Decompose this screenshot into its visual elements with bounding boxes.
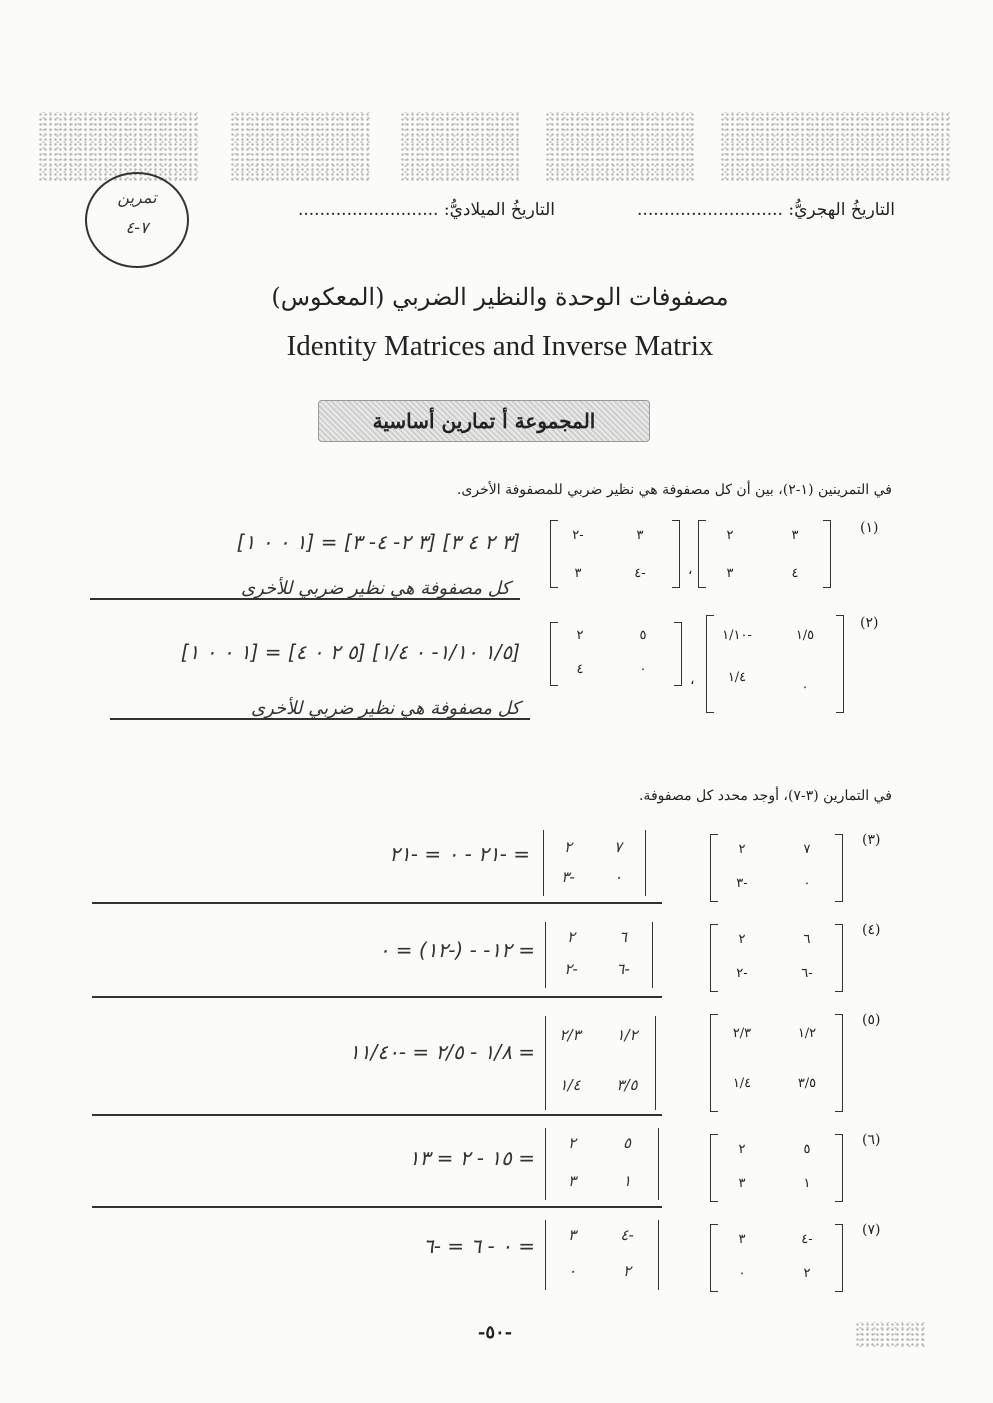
problem-number: (٤) (862, 922, 881, 938)
determinant-cell: ٠ (567, 1262, 577, 1280)
matrix-cell: ٠ (738, 1266, 746, 1281)
matrix-bracket (710, 1224, 718, 1292)
matrix-cell: ١/٤ (727, 670, 747, 685)
handwritten-work: = ٠ - ٦ = -٦ (422, 1234, 535, 1258)
matrix-bracket (698, 520, 706, 588)
page-number: -٥٠- (477, 1322, 513, 1343)
problem-number: (٧) (862, 1222, 881, 1238)
matrix-bracket (550, 520, 558, 588)
determinant-cell: ٢ (566, 928, 576, 946)
determinant-cell: ٢ (567, 1134, 577, 1152)
matrix-cell: ٣- (736, 876, 748, 891)
matrix-cell: ٥ (639, 628, 647, 643)
matrix-bracket (835, 834, 843, 902)
matrix-bracket (835, 1224, 843, 1292)
determinant-cell: ٣ (567, 1226, 577, 1244)
gregorian-date-label: التاريخُ الميلاديُّ: .......................... (297, 200, 555, 220)
determinant-cell: ٢ (622, 1262, 632, 1280)
determinant-cell: ١/٤ (559, 1076, 581, 1094)
scan-noise (400, 112, 520, 182)
matrix-bracket (835, 1134, 843, 1202)
matrix-cell: ٣ (791, 528, 799, 543)
answer-line (92, 1114, 662, 1116)
matrix-cell: ٣/٥ (797, 1076, 817, 1091)
matrix-cell: ٤ (791, 566, 799, 581)
determinant-bar (545, 1220, 546, 1290)
matrix-bracket (835, 924, 843, 992)
problem-number: (٦) (862, 1132, 881, 1148)
answer-line (92, 1206, 662, 1208)
determinant-cell: ٧ (613, 838, 623, 856)
determinant-bar (658, 1128, 659, 1200)
determinant-cell: ١/٢ (616, 1026, 638, 1044)
matrix-cell: ٣ (726, 566, 734, 581)
determinant-cell: ٣- (561, 868, 575, 886)
handwritten-work: = ١٢- - (-١٢) = ٠ (378, 938, 535, 962)
matrix-bracket (836, 615, 844, 713)
determinant-cell: ٣/٥ (616, 1076, 638, 1094)
matrix-cell: ٢ (738, 842, 746, 857)
scan-noise (38, 112, 198, 182)
matrix-cell: ٢ (738, 1142, 746, 1157)
answer-line (92, 902, 662, 904)
handwritten-work: [١/٥ ١/١٠- ٠ ١/٤] [٥ ٢ ٠ ٤] = [١ ٠ ٠ ١] (180, 640, 520, 664)
determinant-bar (545, 1128, 546, 1200)
matrix-bracket (710, 834, 718, 902)
matrix-bracket (710, 1014, 718, 1112)
matrix-cell: ١/٤ (732, 1076, 752, 1091)
determinant-bar (652, 922, 653, 988)
scan-noise (545, 112, 695, 182)
matrix-bracket (710, 924, 718, 992)
matrix-cell: ٢/٣ (732, 1026, 752, 1041)
determinant-bar (655, 1016, 656, 1110)
scan-noise (855, 1322, 925, 1348)
matrix-bracket (550, 622, 558, 686)
matrix-cell: ١/٢ (797, 1026, 817, 1041)
title-english: Identity Matrices and Inverse Matrix (286, 330, 714, 362)
matrix-bracket (672, 520, 680, 588)
matrix-cell: ٤ (576, 662, 584, 677)
section1-instruction: في التمرينين (١-٢)، بين أن كل مصفوفة هي نظير ضربي للمصفوفة الأخرى. (456, 482, 892, 498)
matrix-cell: ٠ (639, 662, 647, 677)
answer-line (92, 996, 662, 998)
handwritten-work: = -٢١ - ٠ = -٢١ (389, 842, 530, 866)
determinant-bar (543, 830, 544, 896)
matrix-bracket (706, 615, 714, 713)
matrix-bracket (710, 1134, 718, 1202)
matrix-cell: ٠ (803, 876, 811, 891)
determinant-cell: ٦- (616, 960, 630, 978)
exercise-ref: ٧-٤ (125, 218, 149, 237)
problem-number: (١) (860, 520, 879, 536)
matrix-cell: ٧ (803, 842, 811, 857)
matrix-cell: ١/٥ (795, 628, 815, 643)
handwritten-work: [٣ ٢ ٤ ٣] [٣ ٢- ٤- ٣] = [١ ٠ ٠ ١] (236, 530, 520, 554)
determinant-bar (645, 830, 646, 896)
exercise-stamp-label: تمرين (117, 188, 157, 207)
determinant-cell: ٤- (620, 1226, 634, 1244)
matrix-cell: ٦ (803, 932, 811, 947)
determinant-bar (545, 922, 546, 988)
scan-noise (230, 112, 370, 182)
problem-number: (٥) (862, 1012, 881, 1028)
determinant-cell: ٢ (563, 838, 573, 856)
determinant-bar (545, 1016, 546, 1110)
handwritten-work: = ١/٨ - ٢/٥ = -١١/٤٠ (349, 1040, 535, 1064)
determinant-cell: ٠ (613, 868, 623, 886)
matrix-cell: ٥ (803, 1142, 811, 1157)
matrix-bracket (674, 622, 682, 686)
matrix-cell: ٢ (738, 932, 746, 947)
determinant-cell: ٦ (618, 928, 628, 946)
hijri-date-label: التاريخُ الهجريُّ: ........................... (637, 200, 895, 220)
exercise-stamp (85, 172, 189, 268)
matrix-cell: ٤- (801, 1232, 813, 1247)
matrix-cell: ٢ (726, 528, 734, 543)
determinant-cell: ٢/٣ (559, 1026, 581, 1044)
determinant-bar (658, 1220, 659, 1290)
determinant-cell: ١ (622, 1172, 632, 1190)
matrix-cell: ١ (803, 1176, 811, 1191)
matrix-cell: ١/١٠- (722, 628, 752, 643)
comma: ، (688, 562, 693, 578)
problem-number: (٣) (862, 832, 881, 848)
matrix-cell: ٢ (803, 1266, 811, 1281)
handwritten-answer: كل مصفوفة هي نظير ضربي للأخرى (251, 698, 520, 719)
matrix-cell: ٠ (801, 680, 809, 695)
matrix-cell: ٤- (634, 566, 646, 581)
matrix-bracket (835, 1014, 843, 1112)
determinant-cell: ٣ (567, 1172, 577, 1190)
scan-noise (720, 112, 950, 182)
matrix-cell: ٣ (636, 528, 644, 543)
determinant-cell: ٥ (622, 1134, 632, 1152)
handwritten-answer: كل مصفوفة هي نظير ضربي للأخرى (241, 578, 510, 599)
matrix-cell: ٢ (576, 628, 584, 643)
matrix-bracket (823, 520, 831, 588)
matrix-cell: ٢- (736, 966, 748, 981)
matrix-cell: ٦- (801, 966, 813, 981)
matrix-cell: ٢- (572, 528, 584, 543)
group-banner: المجموعة أ تمارين أساسية (318, 400, 650, 442)
handwritten-work: = ١٥ - ٢ = ١٣ (408, 1146, 535, 1170)
comma: ، (690, 672, 695, 688)
matrix-cell: ٣ (574, 566, 582, 581)
matrix-cell: ٣ (738, 1232, 746, 1247)
title-arabic: مصفوفات الوحدة والنظير الضربي (المعكوس) (271, 283, 729, 311)
problem-number: (٢) (860, 615, 879, 631)
section2-instruction: في التمارين (٣-٧)، أوجد محدد كل مصفوفة. (638, 788, 892, 804)
matrix-cell: ٣ (738, 1176, 746, 1191)
determinant-cell: ٢- (564, 960, 578, 978)
